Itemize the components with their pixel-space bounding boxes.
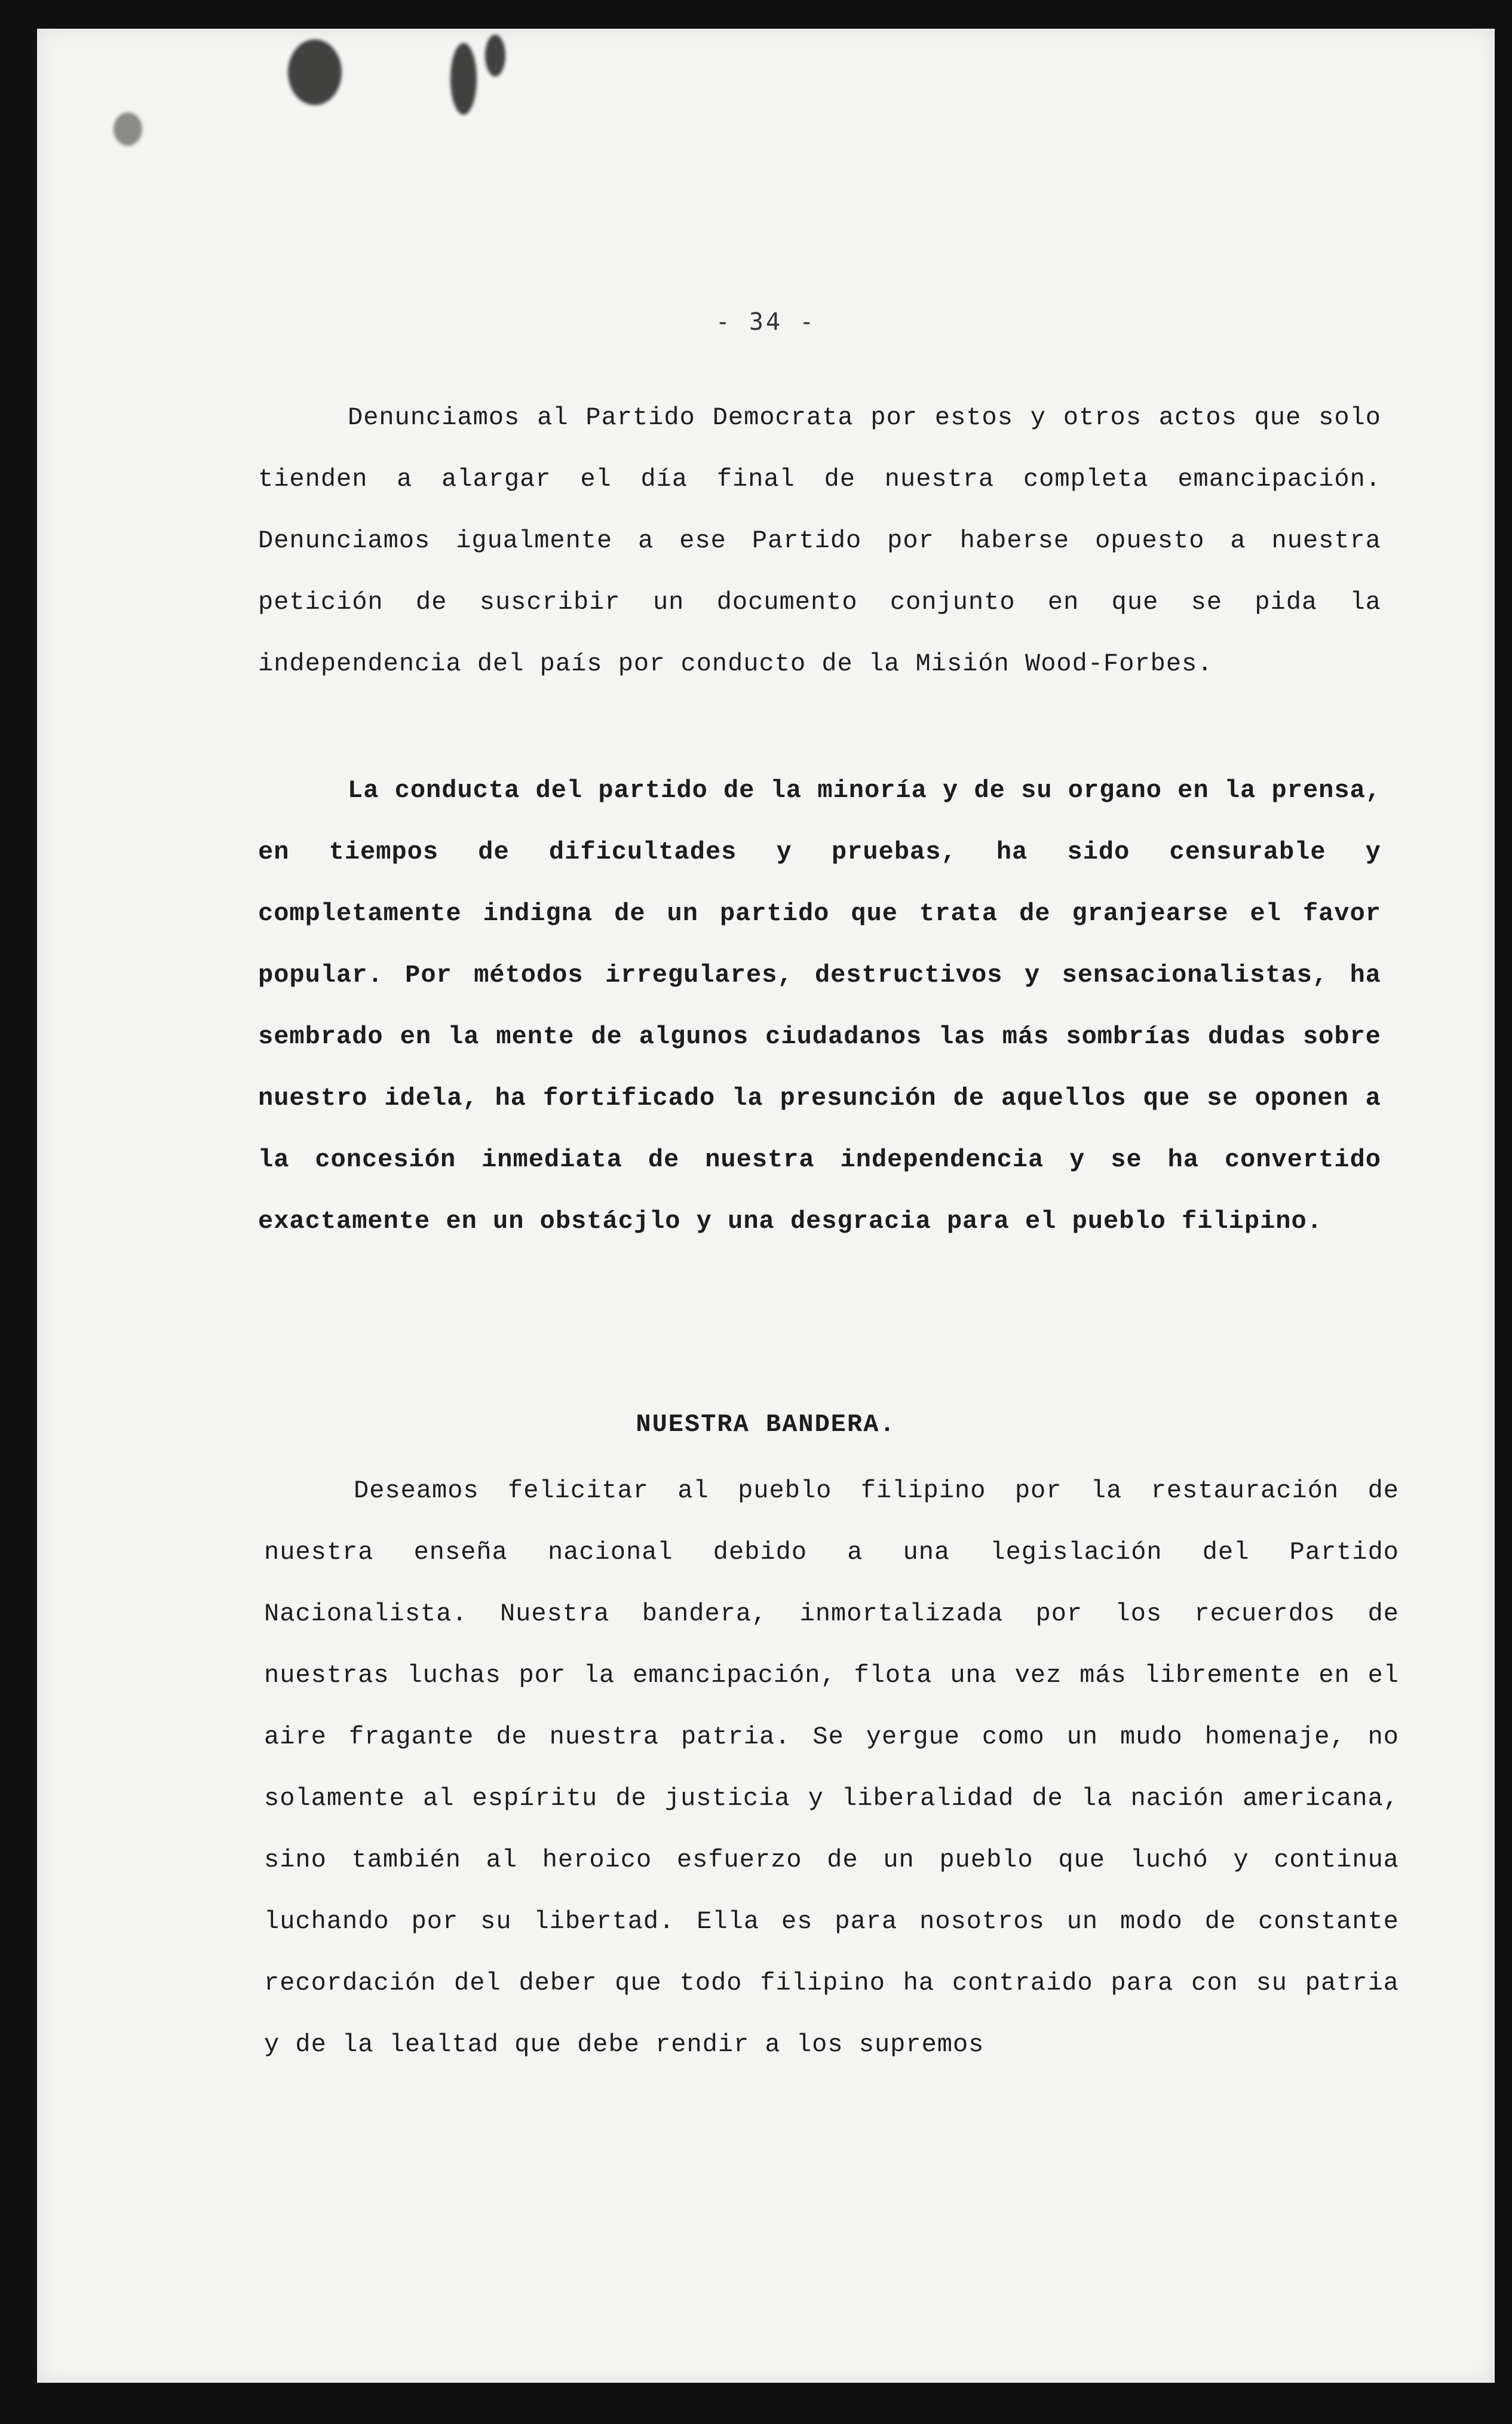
paragraph	[258, 387, 1381, 695]
paragraph-text: La conducta del partido de la minoría y de su organo en la prensa, en tiempos de dificultades y pruebas, ha sido censurable y completamente indigna de un partido que trata de granjearse el favor popular. Por métodos irregulares, destructivos y sensacionalistas, ha sembrado en la mente de algunos ciudadanos las más sombrías dudas sobre nuestro idela, ha fortificado la presunción de aquellos que se oponen a la concesión inmediata de nuestra independencia y se ha convertido exactamente en un obstácjlo y una desgracia para el pueblo filipino.	[258, 776, 1381, 1236]
paragraph	[258, 760, 1381, 1252]
document-page	[37, 29, 1495, 2383]
section-heading: NUESTRA BANDERA.	[636, 1410, 896, 1439]
page-number: - 34 -	[715, 308, 817, 336]
ink-blot	[288, 39, 342, 105]
ink-blot	[114, 112, 142, 146]
paragraph-text: Deseamos felicitar al pueblo filipino por la restauración de nuestra enseña nacional debido a una legislación del Partido Nacionalista. Nuestra bandera, inmortalizada por los recuerdos de nuestras luchas por la emancipación, flota una vez más libremente en el aire fragante de nuestra patria. Se yergue como un mudo homenaje, no solamente al espíritu de justicia y liberalidad de la nación americana, sino también al heroico esfuerzo de un pueblo que luchó y continua luchando por su libertad. Ella es para nosotros un modo de constante recordación del deber que todo filipino ha contraido para con su patria y de la lealtad que debe rendir a los supremos	[264, 1476, 1399, 2059]
ink-blot	[485, 35, 505, 76]
ink-blot	[450, 43, 477, 115]
paragraph	[264, 1460, 1399, 2076]
paragraph-text: Denunciamos al Partido Democrata por estos y otros actos que solo tienden a alargar el día final de nuestra completa emancipación. Denunciamos igualmente a ese Partido por haberse opuesto a nuestra petición de suscribir un documento conjunto en que se pida la independencia del país por conducto de la Misión Wood-Forbes.	[258, 403, 1381, 678]
